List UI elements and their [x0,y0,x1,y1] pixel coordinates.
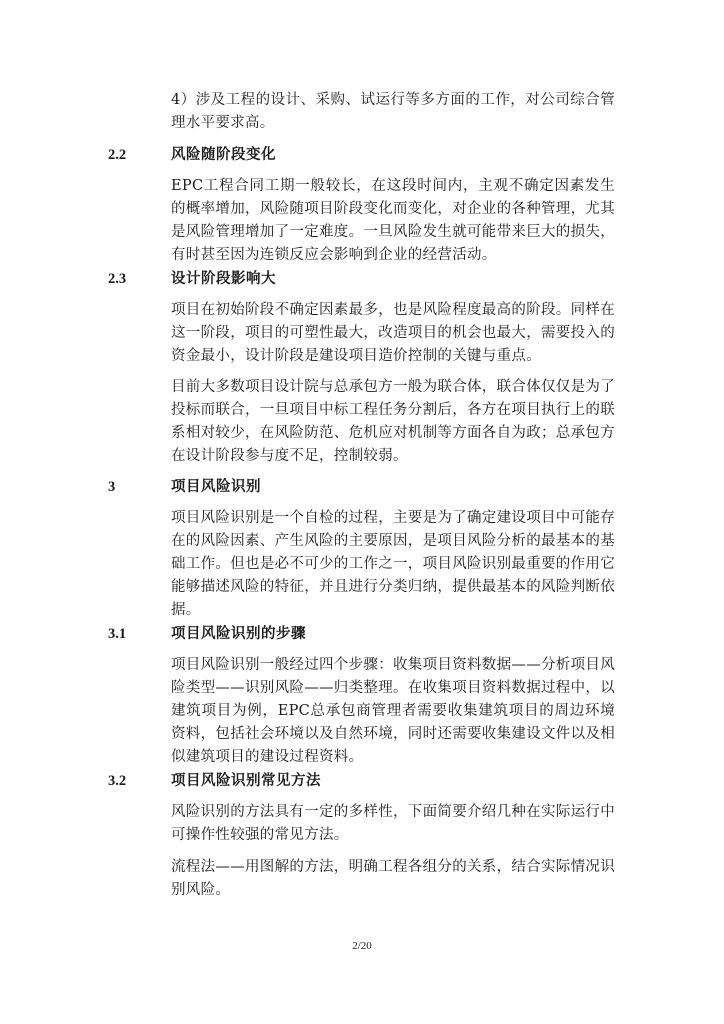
paragraph-identification-steps: 项目风险识别一般经过四个步骤：收集项目资料数据——分析项目风险类型——识别风险——归类整理。在收集项目资料数据过程中，以建筑项目为例，EPC总承包商管理者需要收集建筑项目的周边环境资料，包括社会环境以及自然环境，同时还需要收集建设文件以及相似建筑项目的建设过程资料。 [171,657,615,765]
section-title: 设计阶段影响大 [171,270,276,287]
page-number: 2/20 [352,940,372,952]
section-title: 项目风险识别 [171,478,261,495]
section-title: 项目风险识别的步骤 [171,625,306,642]
paragraph-flow-method: 流程法——用图解的方法，明确工程各组分的关系，结合实际情况识别风险。 [171,859,615,898]
section-number: 3 [108,479,116,495]
paragraph-initial-stage: 项目在初始阶段不确定因素最多，也是风险程度最高的阶段。同样在这一阶段，项目的可塑性最大，改造项目的机会也最大，需要投入的资金最小，设计阶段是建设项目造价控制的关键与重点。 [171,302,615,364]
section-title: 项目风险识别常见方法 [171,772,321,789]
paragraph-joint-venture: 目前大多数项目设计院与总承包方一般为联合体，联合体仅仅是为了投标而联合，一旦项目中标工程任务分割后，各方在项目执行上的联系相对较少，在风险防范、危机应对机制等方面各自为政；总承包方在设计阶段参与度不足，控制较弱。 [171,379,615,464]
section-heading-3 [108,476,618,498]
section-heading-3-2 [108,770,618,792]
section-title: 风险随阶段变化 [171,146,276,163]
section-heading-3-1 [108,623,618,645]
section-heading-2-2 [108,144,618,166]
paragraph-item-4: 4）涉及工程的设计、采购、试运行等多方面的工作，对公司综合管理水平要求高。 [171,92,615,131]
section-number: 2.3 [108,271,127,287]
section-number: 3.1 [108,626,127,642]
paragraph-methods-intro: 风险识别的方法具有一定的多样性，下面简要介绍几种在实际运行中可操作性较强的常见方法。 [171,804,615,843]
paragraph-risk-identification: 项目风险识别是一个自检的过程，主要是为了确定建设项目中可能存在的风险因素、产生风险的主要原因，是项目风险分析的最基本的基础工作。但也是必不可少的工作之一，项目风险识别最重要的作用它能够描述风险的特征，并且进行分类归纳，提供最基本的风险判断依据。 [171,510,615,618]
paragraph-epc-duration: EPC工程合同工期一般较长，在这段时间内，主观不确定因素发生的概率增加，风险随项目阶段变化而变化，对企业的各种管理，尤其是风险管理增加了一定难度。一旦风险发生就可能带来巨大的损失，有时甚至因为连锁反应会影响到企业的经营活动。 [171,178,615,263]
section-heading-2-3 [108,268,618,290]
section-number: 3.2 [108,773,127,789]
section-number: 2.2 [108,147,127,163]
